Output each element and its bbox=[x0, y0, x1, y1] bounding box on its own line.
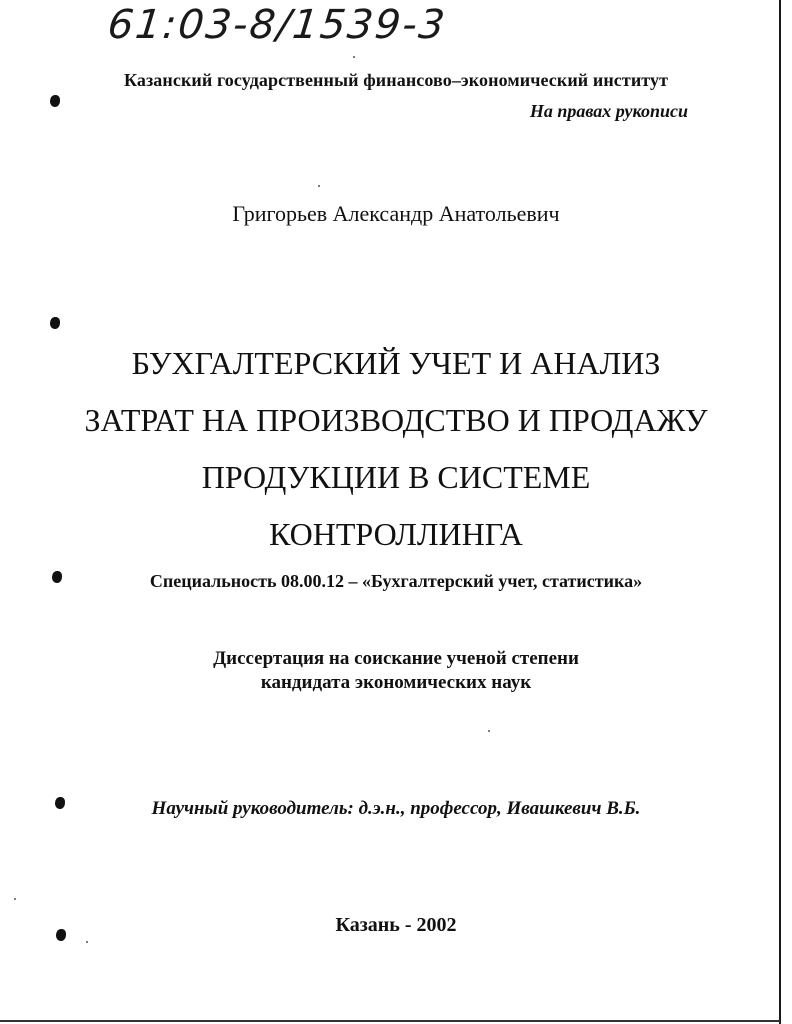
manuscript-rights-note: На правах рукописи bbox=[529, 101, 688, 121]
city-year: Казань - 2002 bbox=[335, 914, 457, 936]
institution-name: Казанский государственный финансово–экономический институт bbox=[123, 70, 669, 90]
handwritten-archive-code: 61:03-8/1539-3 bbox=[105, 2, 449, 48]
author-name: Григорьев Александр Анатольевич bbox=[232, 201, 560, 226]
scan-speck bbox=[14, 898, 16, 900]
scientific-supervisor: Научный руководитель: д.э.н., профессор, Ивашкевич В.Б. bbox=[151, 798, 641, 819]
scan-speck bbox=[488, 730, 490, 732]
degree-line-1: Диссертация на соискание ученой степени bbox=[213, 648, 579, 669]
dissertation-title bbox=[0, 335, 792, 563]
title-line: ПРОДУКЦИИ В СИСТЕМЕ bbox=[201, 459, 591, 495]
specialty-line: Специальность 08.00.12 – «Бухгалтерский учет, статистика» bbox=[149, 571, 643, 591]
binding-hole-mark bbox=[50, 317, 60, 329]
binding-hole-mark bbox=[56, 929, 66, 941]
scan-speck bbox=[318, 185, 320, 187]
title-line: КОНТРОЛЛИНГА bbox=[269, 516, 523, 552]
title-line: ЗАТРАТ НА ПРОИЗВОДСТВО И ПРОДАЖУ bbox=[84, 402, 708, 438]
scan-edge-bottom bbox=[0, 1020, 780, 1022]
degree-line-2: кандидата экономических наук bbox=[260, 672, 532, 693]
scan-speck bbox=[86, 941, 88, 943]
degree-statement bbox=[0, 647, 792, 695]
binding-hole-mark bbox=[52, 571, 62, 583]
title-line: БУХГАЛТЕРСКИЙ УЧЕТ И АНАЛИЗ bbox=[131, 345, 661, 381]
scan-speck bbox=[353, 56, 355, 58]
binding-hole-mark bbox=[50, 95, 60, 107]
binding-hole-mark bbox=[55, 797, 65, 809]
